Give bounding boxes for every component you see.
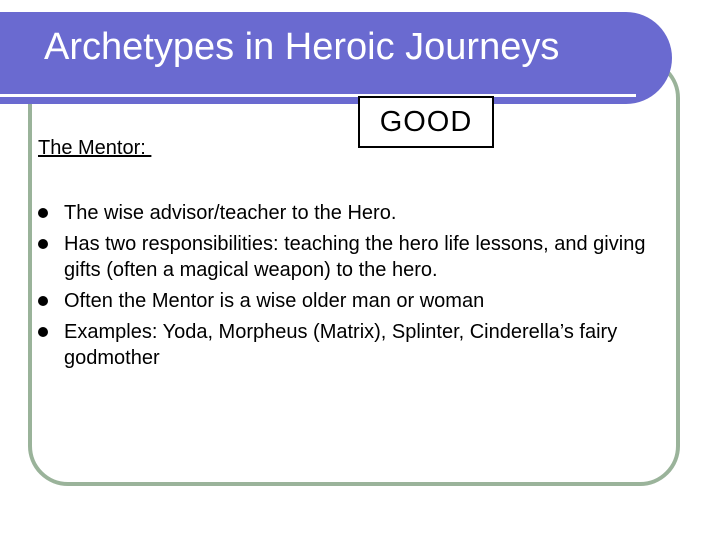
bullet-dot-icon bbox=[38, 208, 48, 218]
bullet-list bbox=[38, 200, 658, 376]
title-divider bbox=[0, 94, 636, 97]
section-heading: The Mentor: bbox=[38, 137, 152, 159]
bullet-item bbox=[38, 288, 658, 314]
bullet-item bbox=[38, 200, 658, 226]
bullet-item bbox=[38, 319, 658, 371]
bullet-dot-icon bbox=[38, 296, 48, 306]
bullet-text: Examples: Yoda, Morpheus (Matrix), Splinter, Cinderella’s fairy godmother bbox=[64, 321, 618, 369]
good-badge: GOOD bbox=[358, 96, 494, 148]
bullet-dot-icon bbox=[38, 239, 48, 249]
bullet-text: Has two responsibilities: teaching the hero life lessons, and giving gifts (often a magical weapon) to the hero. bbox=[64, 233, 646, 281]
bullet-dot-icon bbox=[38, 327, 48, 337]
bullet-text: Often the Mentor is a wise older man or woman bbox=[64, 290, 485, 312]
bullet-item bbox=[38, 231, 658, 283]
slide-title: Archetypes in Heroic Journeys bbox=[44, 26, 560, 68]
bullet-text: The wise advisor/teacher to the Hero. bbox=[64, 202, 397, 224]
